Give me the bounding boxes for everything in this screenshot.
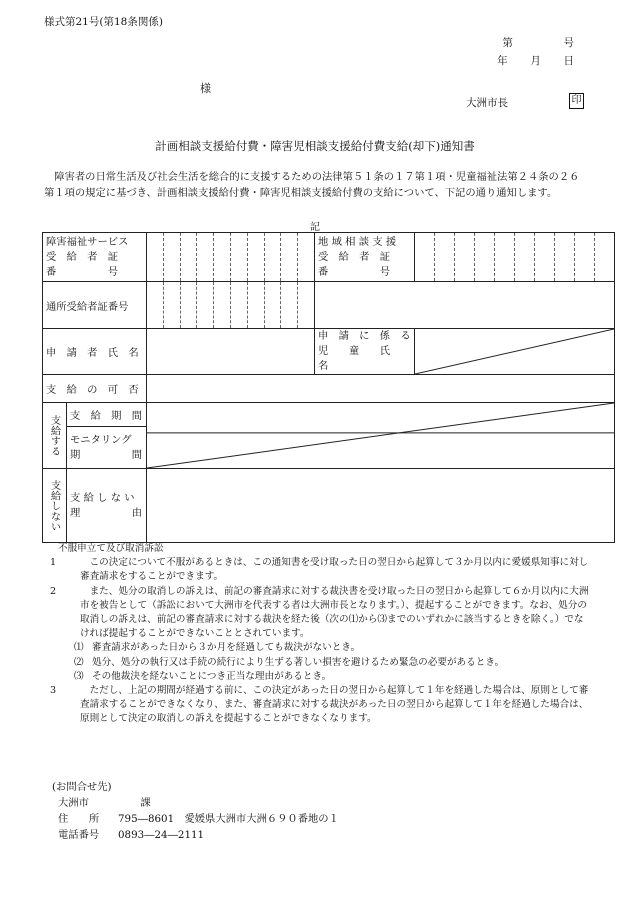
day-service-cert-label: 通所受給者証番号 [43, 282, 147, 329]
pay-group-label: 支給する [43, 403, 67, 469]
document-title: 計画相談支援給付費・障害児相談支援給付費支給(却下)通知書 [155, 139, 475, 153]
note-sub-item: ⑶ その他裁決を経ないことにつき正当な理由があるとき。 [74, 670, 332, 682]
contact-heading: (お問合せ先) [52, 781, 112, 793]
nopay-group-label: 支給しない [43, 469, 67, 543]
community-support-cert-number-field[interactable] [415, 233, 615, 282]
note-item: 2 また、処分の取消しの訴えは、前記の審査請求に対する裁決書を受け取った日の翌日から起算して６か月以内に大洲市を被告として（訴訟において大洲市を代表する者は大洲市長となります。）、提起することができます。なお、処分の取消しの訴えは、前記の審査請求に対する裁決を経た後（次の⑴から⑶までのいずれかに該当するときを除く。）でなければ提起することができないこととされています。 [50, 585, 589, 640]
contact-tel: 電話番号 0893―24―2111 [58, 829, 205, 841]
ki-mark: 記 [310, 222, 320, 233]
nopay-reason-field[interactable] [147, 469, 615, 543]
issuer-name: 大洲市長 [466, 97, 508, 109]
number-date-block [497, 34, 574, 70]
contact-dept: 大洲市 課 [58, 797, 151, 809]
community-support-cert-label: 地 域 相 談 支 援 受 給 者 証 番 号 [315, 233, 415, 282]
contact-block [52, 779, 339, 843]
note-sub-item: ⑵ 処分、処分の執行又は手続の続行により生ずる著しい損害を避けるため緊急の必要があるとき。 [74, 656, 505, 668]
recipient-cert-number-field[interactable] [147, 233, 315, 282]
monitoring-period-label: モニタリング 期 間 [67, 427, 147, 469]
pay-period-label: 支 給 期 間 [67, 403, 147, 427]
number-prefix: 第 [502, 37, 513, 49]
appeal-notes [44, 542, 592, 727]
applicant-name-field[interactable] [147, 329, 315, 375]
form-table [42, 232, 615, 543]
date-month: 月 [530, 55, 541, 67]
day-service-cert-number-field[interactable] [147, 282, 315, 329]
contact-address: 住 所 795―8601 愛媛県大洲市大洲６９０番地の１ [58, 813, 339, 825]
recipient-cert-label: 障害福祉サービス 受 給 者 証 番 号 [43, 233, 147, 282]
note-sub-item: ⑴ 審査請求があった日から３か月を経過しても裁決がないとき。 [74, 642, 361, 654]
seal-box: 印 [569, 93, 584, 109]
child-name-field[interactable] [415, 329, 615, 375]
note-item: 3 ただし、上記の期間が経過する前に、この決定があった日の翌日から起算して１年を経過した場合は、原則として審査請求することができなくなり、また、審査請求に対する裁決があった日の翌日から起算して１年を経過した場合は、原則として決定の取消しの訴えを提起することができなくなります。 [50, 685, 589, 725]
number-suffix: 号 [563, 37, 574, 49]
child-name-label: 申 請 に 係 る 児 童 氏 名 [315, 329, 415, 375]
approval-field[interactable] [147, 375, 615, 403]
blank-cell [315, 282, 615, 329]
body-paragraph: 障害者の日常生活及び社会生活を総合的に支援するための法律第５１条の１７第１項・児童福祉法第２４条の２６第１項の規定に基づき、計画相談支援給付費・障害児相談支援給付費の支給について、下記の通り通知します。 [44, 171, 580, 199]
note-item: 1 この決定について不服があるときは、この通知書を受け取った日の翌日から起算して３か月以内に愛媛県知事に対し審査請求をすることができます。 [50, 557, 589, 583]
pay-period-field[interactable] [147, 403, 615, 469]
date-day: 日 [563, 55, 574, 67]
date-year: 年 [497, 55, 508, 67]
notes-heading: 不服申立て及び取消訴訟 [58, 543, 164, 554]
nopay-reason-label: 支 給 し な い 理 由 [67, 469, 147, 543]
applicant-name-label: 申 請 者 氏 名 [43, 329, 147, 375]
form-number: 様式第21号(第18条関係) [44, 16, 163, 28]
approval-label: 支 給 の 可 否 [43, 375, 147, 403]
addressee-suffix: 様 [200, 82, 211, 95]
